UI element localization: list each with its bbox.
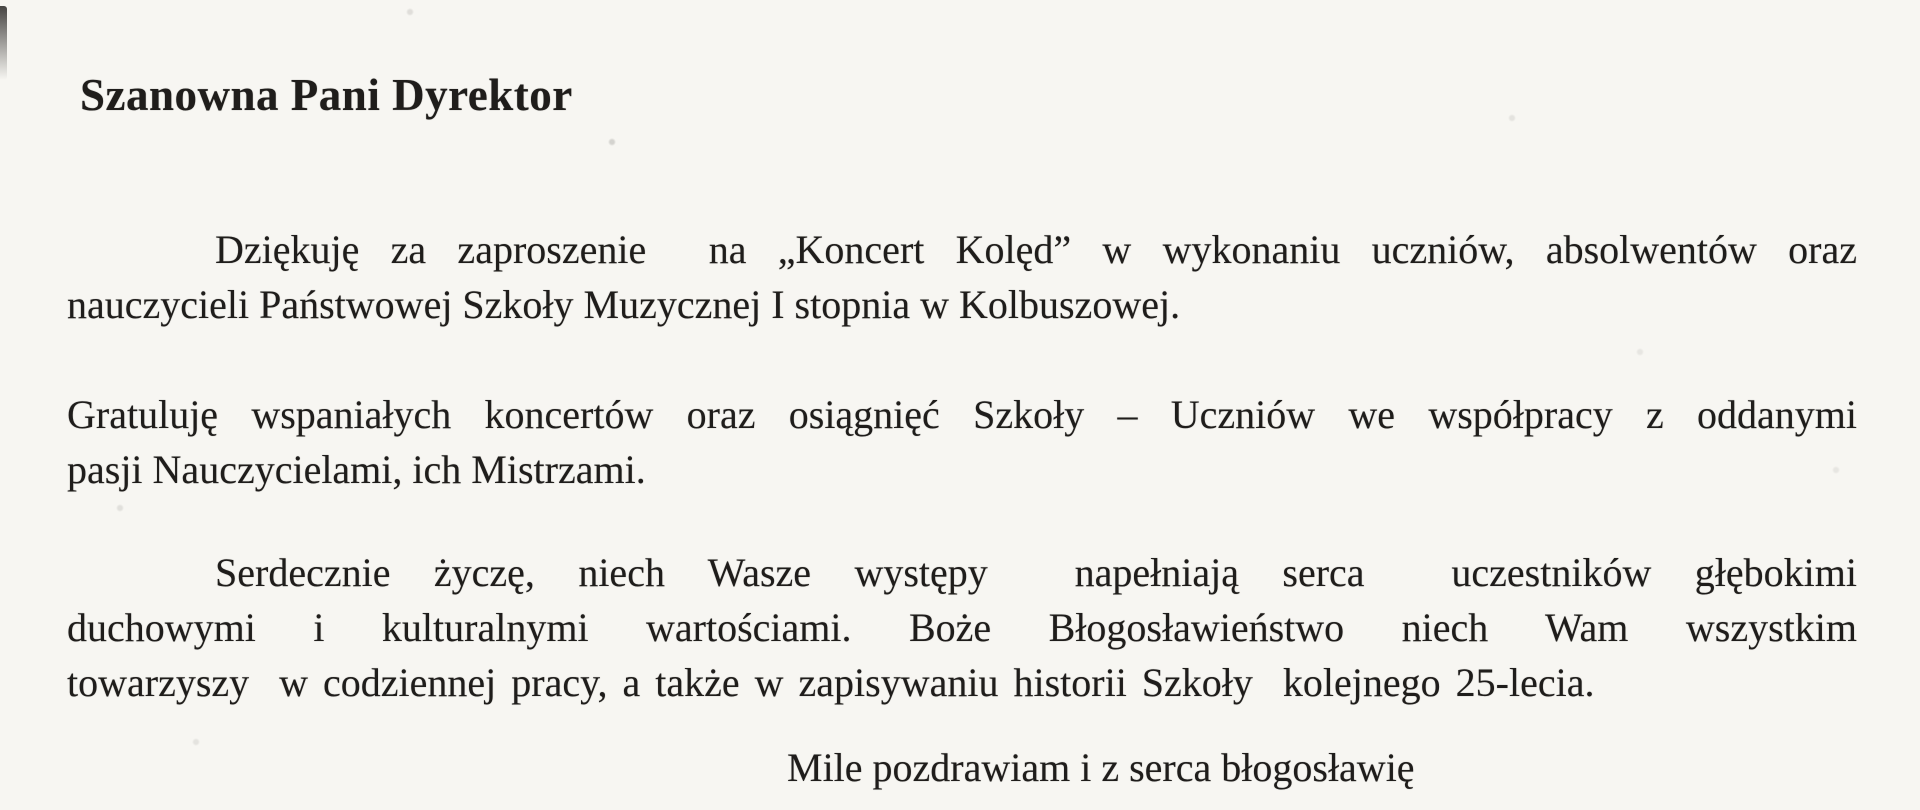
- letter-closing: Mile pozdrawiam i z serca błogosławię: [787, 745, 1415, 790]
- letter-paragraph-1: [67, 222, 1857, 332]
- letter-line: Serdecznie życzę, niech Wasze występy napełniają serca uczestników głębokimi: [215, 550, 1857, 595]
- letter-paragraph-3: [67, 545, 1857, 710]
- letter-salutation: Szanowna Pani Dyrektor: [80, 70, 573, 120]
- letter-line: pasji Nauczycielami, ich Mistrzami.: [67, 447, 646, 492]
- letter-line: duchowymi i kulturalnymi wartościami. Boże Błogosławieństwo niech Wam wszystkim: [67, 605, 1857, 650]
- letter-line: nauczycieli Państwowej Szkoły Muzycznej I stopnia w Kolbuszowej.: [67, 282, 1181, 327]
- letter-line: Dziękuję za zaproszenie na „Koncert Kolęd” w wykonaniu uczniów, absolwentów oraz: [215, 227, 1857, 272]
- scan-artifact-top-left: [0, 6, 7, 80]
- letter-line: Gratuluję wspaniałych koncertów oraz osiągnięć Szkoły – Uczniów we współpracy z oddanymi: [67, 392, 1857, 437]
- letter-line: towarzyszy w codziennej pracy, a także w zapisywaniu historii Szkoły kolejnego 25-lecia.: [67, 660, 1595, 705]
- letter-paragraph-2: [67, 387, 1857, 497]
